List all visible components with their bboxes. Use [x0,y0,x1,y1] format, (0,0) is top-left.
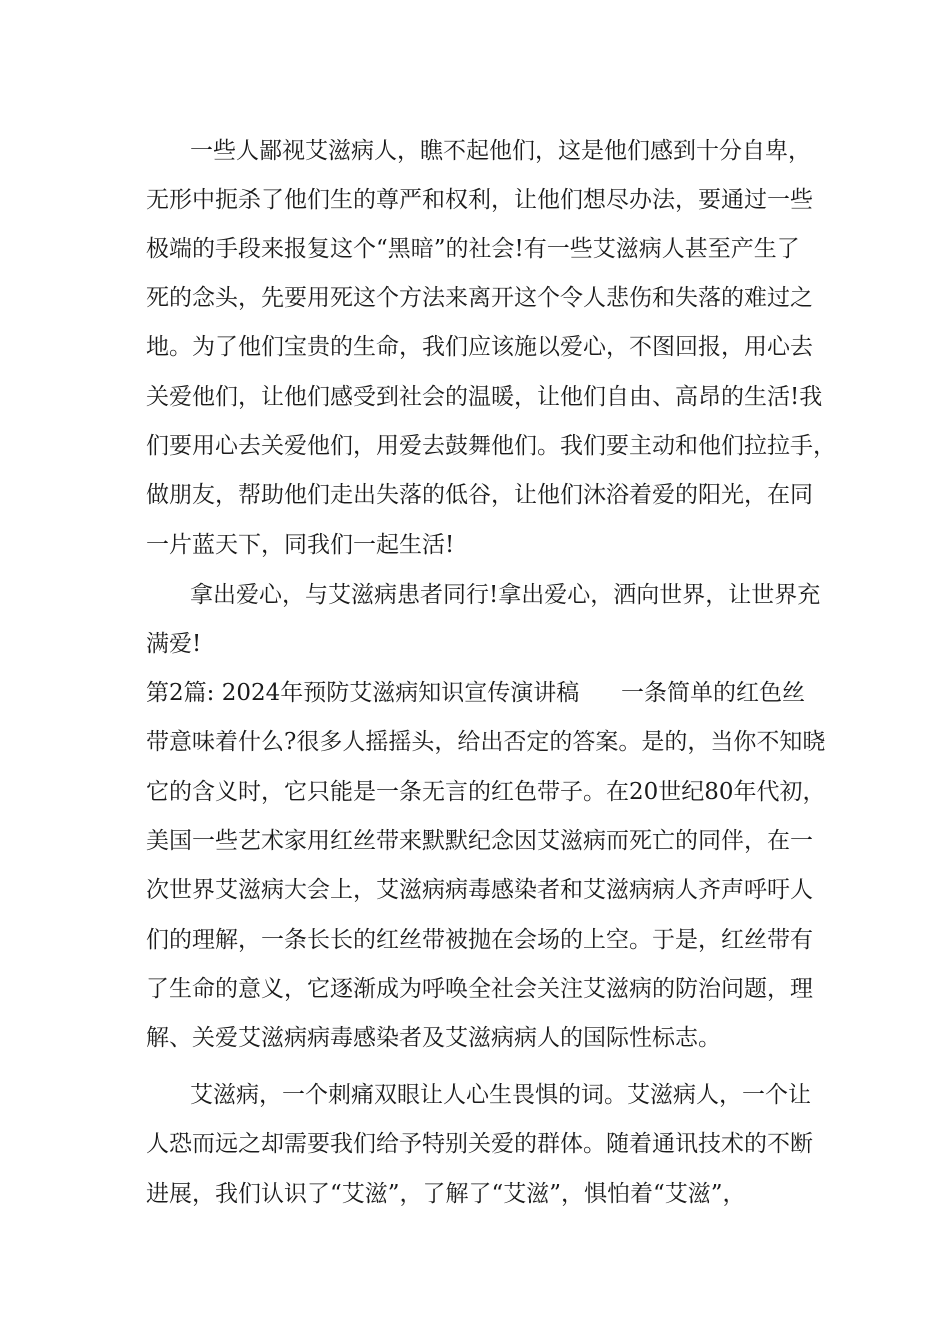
text-line: 一条简单的红色丝 [621,680,805,706]
text-line: 了生命的意义，它逐渐成为呼唤全社会关注艾滋病的防治问题，理 [146,976,813,1002]
text-line: 死的念头，先要用死这个方法来离开这个令人悲伤和失落的难过之 [146,285,813,311]
text-line: 满爱! [146,631,202,657]
text-line: 无形中扼杀了他们生的尊严和权利，让他们想尽办法，要通过一些 [146,187,813,213]
text-line: 解、关爱艾滋病病毒感染者及艾滋病病人的国际性标志。 [146,1025,721,1051]
text-line: 做朋友，帮助他们走出失落的低谷，让他们沐浴着爱的阳光，在同 [146,482,813,508]
text-line: 进展，我们认识了“艾滋”，了解了“艾滋”，惧怕着“艾滋”， [146,1181,746,1207]
text-line: 一些人鄙视艾滋病人，瞧不起他们，这是他们感到十分自卑， [190,138,811,164]
text-line: 极端的手段来报复这个“黑暗”的社会!有一些艾滋病人甚至产生了 [146,236,800,262]
text-line: 们的理解，一条长长的红丝带被抛在会场的上空。于是，红丝带有 [146,927,813,953]
text-line: 地。为了他们宝贵的生命，我们应该施以爱心，不图回报，用心去 [146,334,813,360]
text-line: 一片蓝天下，同我们一起生活! [146,532,455,558]
text-line: 美国一些艺术家用红丝带来默默纪念因艾滋病而死亡的同伴，在一 [146,828,813,854]
text-line: 拿出爱心，与艾滋病患者同行!拿出爱心，洒向世界，让世界充 [190,582,821,608]
section-heading: 第2篇: 2024年预防艾滋病知识宣传演讲稿 [146,680,580,706]
text-line: 人恐而远之却需要我们给予特别关爱的群体。随着通讯技术的不断 [146,1131,813,1157]
text-line: 带意味着什么?很多人摇摇头，给出否定的答案。是的，当你不知晓 [146,729,826,755]
text-line: 次世界艾滋病大会上，艾滋病病毒感染者和艾滋病病人齐声呼吁人 [146,877,813,903]
text-line: 们要用心去关爱他们，用爱去鼓舞他们。我们要主动和他们拉拉手， [146,433,836,459]
text-line: 它的含义时，它只能是一条无言的红色带子。在20世纪80年代初， [146,779,826,805]
text-line: 关爱他们，让他们感受到社会的温暖，让他们自由、高昂的生活!我 [146,384,823,410]
text-line: 艾滋病，一个刺痛双眼让人心生畏惧的词。艾滋病人，一个让 [190,1082,811,1108]
